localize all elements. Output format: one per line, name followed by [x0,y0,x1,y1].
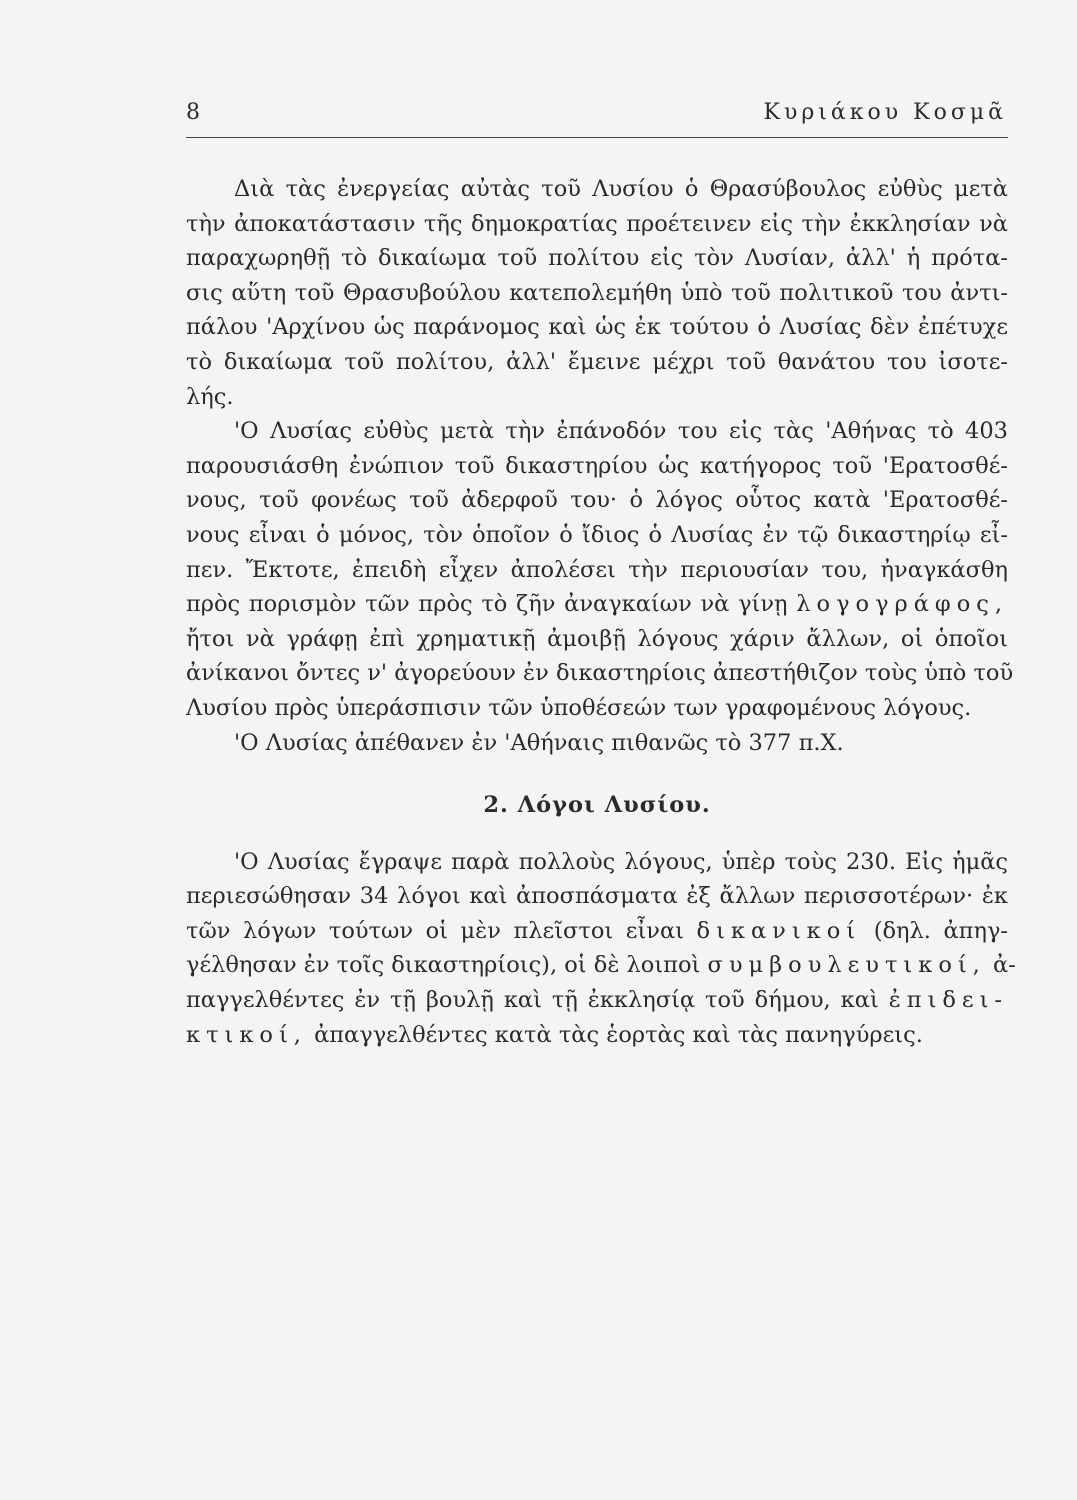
text-segment: πρὸς πορισμὸν τῶν πρὸς τὸ ζῆν ἀναγκαίων νὰ γίνῃ [186,591,788,618]
text-line: Διὰ τὰς ἐνεργείας αὐτὰς τοῦ Λυσίου ὁ Θρασύβουλος εὐθὺς μετὰ [234,176,1008,202]
text-segment: τῶν λόγων τούτων οἱ μὲν πλεῖστοι εἶναι [186,917,684,944]
paragraph-3 [186,726,1008,761]
text-segment: παγγελθέντες ἐν τῇ βουλῇ καὶ τῇ ἐκκλησίᾳ τοῦ δήμου, καὶ [186,987,879,1014]
paragraph-1 [186,172,1008,414]
text-line: νους, τοῦ φονέως τοῦ ἀδερφοῦ του· ὁ λόγος οὗτος κατὰ 'Ερατοσθέ- [186,487,1008,514]
header-rule [186,137,1008,138]
text-line: περιεσώθησαν 34 λόγοι καὶ ἀποσπάσματα ἐξ ἄλλων περισσοτέρων· ἐκ [186,883,1008,910]
emphasized-term: δικανικοί [696,917,862,944]
text-line: 'Ο Λυσίας ἔγραψε παρὰ πολλοὺς λόγους, ὑπὲρ τοὺς 230. Εἰς ἡμᾶς [234,848,1008,875]
text-line: πάλου 'Αρχίνου ὡς παράνομος καὶ ὡς ἐκ τούτου ὁ Λυσίας δὲν ἐπέτυχε [186,314,1008,341]
paragraph-2 [186,414,1014,725]
emphasized-term: κτικοί, [186,1021,307,1048]
text-line: τὴν ἀποκατάστασιν τῆς δημοκρατίας προέτεινεν εἰς τὴν ἐκκλησίαν νὰ [186,210,1008,237]
text-line: παραχωρηθῇ τὸ δικαίωμα τοῦ πολίτου εἰς τὸν Λυσίαν, ἀλλ' ἡ πρότα- [186,245,1008,272]
text-segment: ἀ- [993,952,1016,979]
emphasized-term: συμβουλευτικοί, [707,952,986,979]
text-segment: ἀπαγγελθέντες κατὰ τὰς ἑορτὰς καὶ τὰς πανηγύρεις. [314,1021,923,1048]
text-line [186,914,1008,949]
text-line: νους εἶναι ὁ μόνος, τὸν ὁποῖον ὁ ἴδιος ὁ Λυσίας ἐν τῷ δικαστηρίῳ εἶ- [186,521,1008,548]
body-text [186,172,1016,1052]
emphasized-term: ἐπιδει- [888,987,1009,1014]
text-line: ἤτοι νὰ γράφῃ ἐπὶ χρηματικῇ ἀμοιβῇ λόγους χάριν ἄλλων, οἱ ὁποῖοι [186,625,1008,652]
text-line: ἀνίκανοι ὄντες ν' ἀγορεύουν ἐν δικαστηρίοις ἀπεστήθιζον τοὺς ὑπὸ τοῦ [186,660,1014,687]
emphasized-term: λογογράφος, [796,591,1008,618]
text-line: παρουσιάσθη ἐνώπιον τοῦ δικαστηρίου ὡς κατήγορος τοῦ 'Ερατοσθέ- [186,452,1008,479]
text-segment: (δηλ. ἀπηγ- [873,917,1008,944]
paragraph-4 [186,845,1016,1053]
text-line: πεν. Ἔκτοτε, ἐπειδὴ εἶχεν ἀπολέσει τὴν περιουσίαν του, ἠναγκάσθη [186,556,1008,583]
text-line: λής. [186,383,234,410]
text-line: τὸ δικαίωμα τοῦ πολίτου, ἀλλ' ἔμεινε μέχρι τοῦ θανάτου του ἰσοτε- [186,348,1008,375]
text-segment: γέλθησαν ἐν τοῖς δικαστηρίοις), οἱ δὲ λοιποὶ [186,952,701,979]
text-line [186,983,1008,1018]
text-line: 'Ο Λυσίας ἀπέθανεν ἐν 'Αθήναις πιθανῶς τὸ 377 π.Χ. [234,729,844,756]
text-line [186,1018,1008,1053]
page-number: 8 [186,100,200,125]
text-line: 'Ο Λυσίας εὐθὺς μετὰ τὴν ἐπάνοδόν του εἰς τὰς 'Αθήνας τὸ 403 [234,418,1008,445]
text-line: σις αὕτη τοῦ Θρασυβούλου κατεπολεμήθη ὑπὸ τοῦ πολιτικοῦ του ἀντι- [186,279,1008,306]
text-line: Λυσίου πρὸς ὑπεράσπισιν τῶν ὑποθέσεών των γραφομένους λόγους. [186,694,972,721]
text-line [186,587,1008,622]
running-head: Κυριάκου Κοσμᾶ [763,100,1007,125]
text-line [186,948,1016,983]
section-title: 2. Λόγοι Λυσίου. [483,792,711,819]
